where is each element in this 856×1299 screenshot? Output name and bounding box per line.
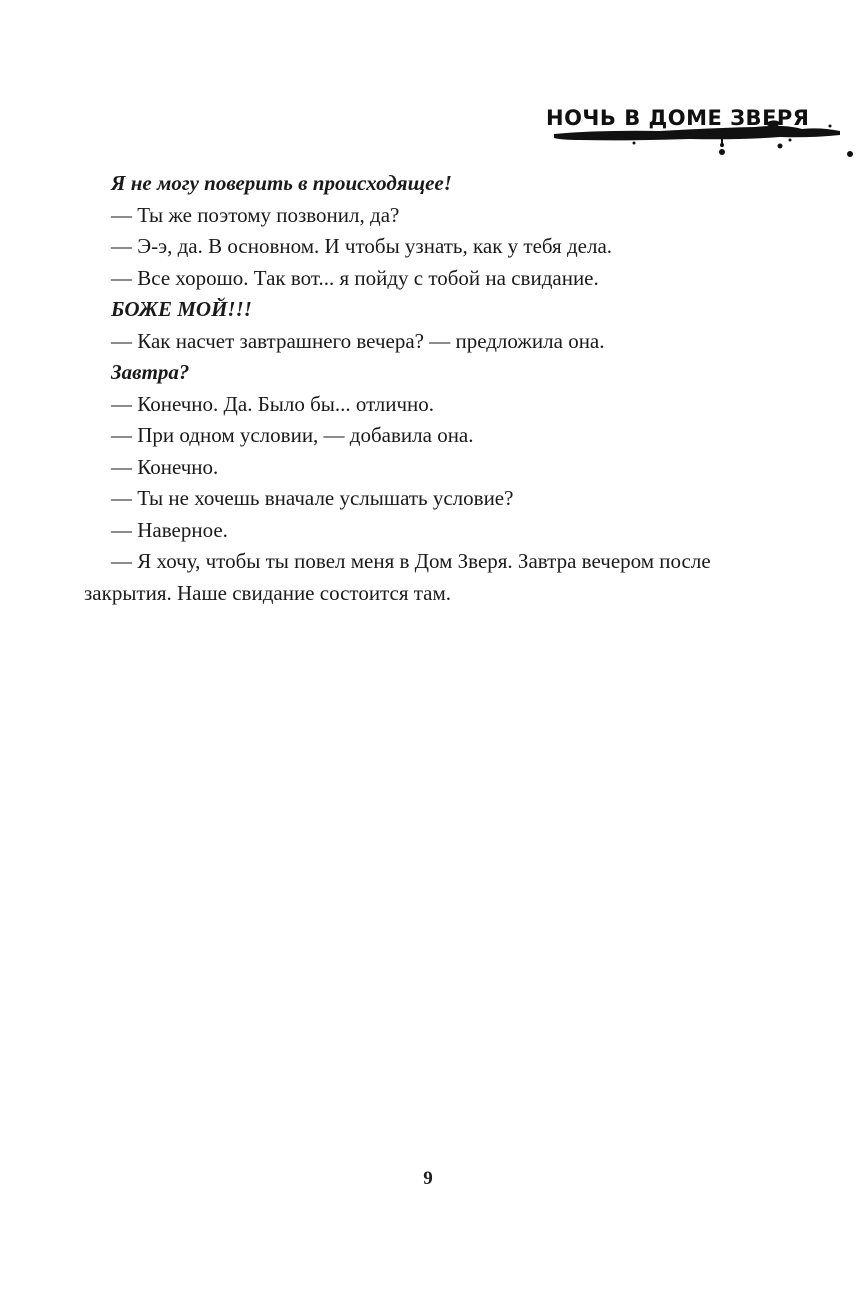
header-title: НОЧЬ В ДОМЕ ЗВЕРЯ bbox=[546, 106, 810, 130]
text-line: — Ты же поэтому позвонил, да? bbox=[111, 203, 400, 227]
text-line: — Все хорошо. Так вот... я пойду с тобой на свидание. bbox=[111, 266, 599, 290]
text-line: БОЖЕ МОЙ!!! bbox=[111, 297, 252, 321]
text-line: — Наверное. bbox=[111, 518, 228, 542]
running-header bbox=[540, 100, 856, 170]
text-line: — Конечно. Да. Было бы... отлично. bbox=[111, 392, 435, 416]
text-line: — Я хочу, чтобы ты повел меня в Дом Зверя. Завтра вечером после bbox=[111, 549, 711, 573]
text-line: — При одном условии, — добавила она. bbox=[111, 423, 474, 447]
text-line: — Э-э, да. В основном. И чтобы узнать, как у тебя дела. bbox=[111, 234, 613, 258]
text-line: Завтра? bbox=[111, 360, 190, 384]
text-line: Я не могу поверить в происходящее! bbox=[111, 171, 452, 195]
text-line: — Ты не хочешь вначале услышать условие? bbox=[111, 486, 514, 510]
text-line: — Как насчет завтрашнего вечера? — предложила она. bbox=[111, 329, 605, 353]
page-number: 9 bbox=[423, 1168, 433, 1189]
text-line: закрытия. Наше свидание состоится там. bbox=[84, 581, 452, 605]
text-line: — Конечно. bbox=[111, 455, 219, 479]
